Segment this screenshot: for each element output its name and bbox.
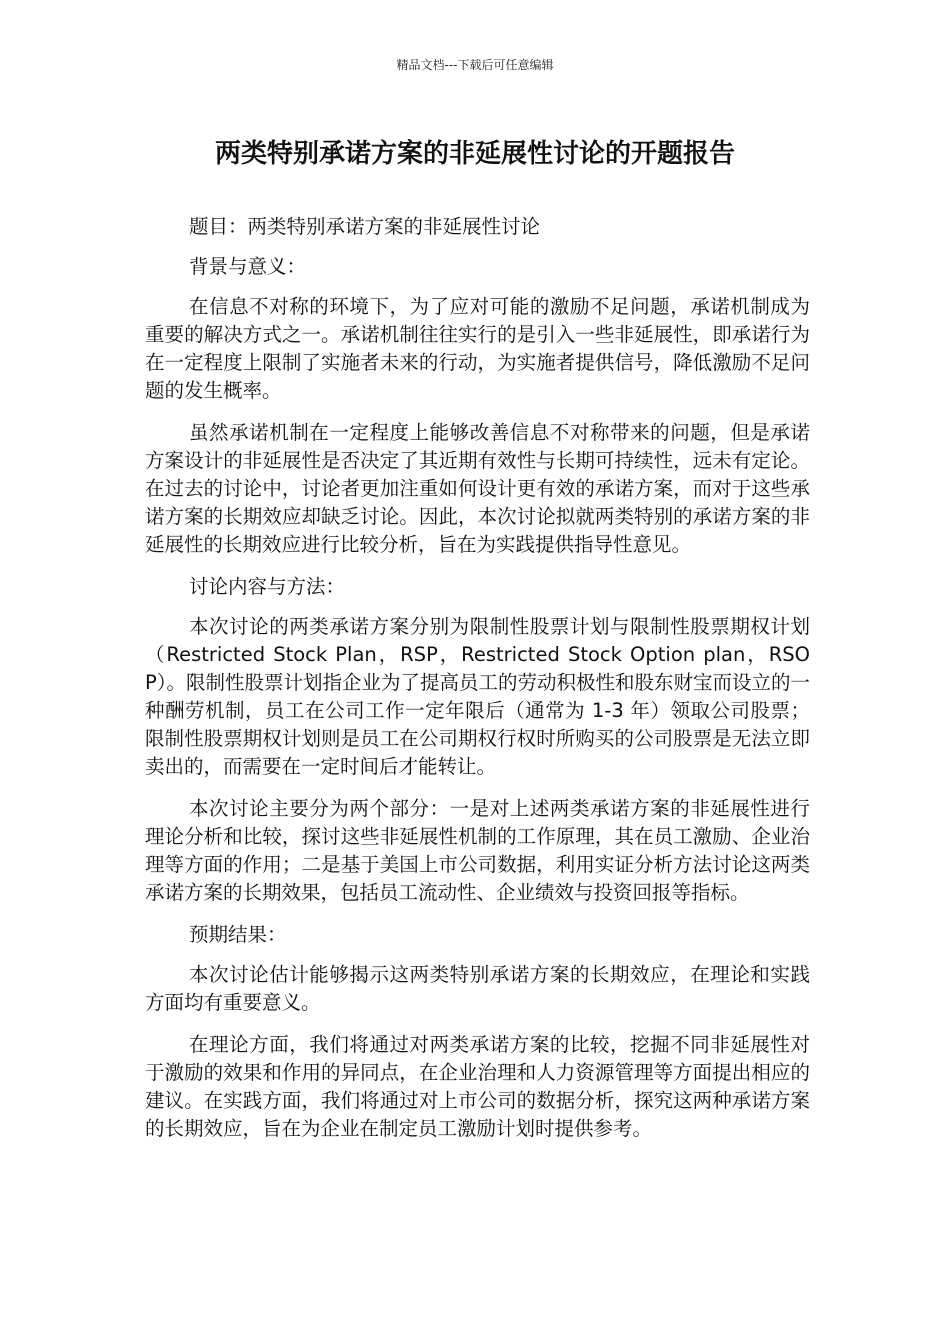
background-paragraph-1: 在信息不对称的环境下，为了应对可能的激励不足问题，承诺机制成为重要的解决方式之一。承诺机制往往实行的是引入一些非延展性，即承诺行为在一定程度上限制了实施者未来的行动，为实施者提供信号，降低激励不足问题的发生概率。 — [145, 295, 810, 402]
section-heading-background: 背景与意义： — [189, 255, 307, 278]
expected-results-paragraph-1: 本次讨论估计能够揭示这两类特别承诺方案的长期效应，在理论和实践方面均有重要意义。 — [145, 963, 810, 1014]
header-note: 精品文档---下载后可任意编辑 — [396, 58, 554, 72]
section-heading-expected-results: 预期结果： — [189, 923, 287, 946]
content-method-paragraph-2: 本次讨论主要分为两个部分：一是对上述两类承诺方案的非延展性进行理论分析和比较，探讨这些非延展性机制的工作原理，其在员工激励、企业治理等方面的作用；二是基于美国上市公司数据，利用实证分析方法讨论这两类承诺方案的长期效果，包括员工流动性、企业绩效与投资回报等指标。 — [145, 797, 810, 904]
background-paragraph-2: 虽然承诺机制在一定程度上能够改善信息不对称带来的问题，但是承诺方案设计的非延展性是否决定了其近期有效性与长期可持续性，远未有定论。在过去的讨论中，讨论者更加注重如何设计更有效的承诺方案，而对于这些承诺方案的长期效应却缺乏讨论。因此，本次讨论拟就两类特别的承诺方案的非延展性的长期效应进行比较分析，旨在为实践提供指导性意见。 — [145, 421, 810, 556]
document-title: 两类特别承诺方案的非延展性讨论的开题报告 — [214, 139, 735, 169]
content-method-paragraph-1: 本次讨论的两类承诺方案分别为限制性股票计划与限制性股票期权计划（Restricted Stock Plan，RSP，Restricted Stock Option plan，RSOP）。限制性股票计划指企业为了提高员工的劳动积极性和股东财宝而设立的一种酬劳机制，员工在公司工作一定年限后（通常为 1-3 年）领取公司股票；限制性股票期权计划则是员工在公司期权行权时所购买的公司股票是无法立即卖出的，而需要在一定时间后才能转让。 — [145, 615, 811, 778]
section-heading-content-method: 讨论内容与方法： — [189, 575, 346, 598]
expected-results-paragraph-2: 在理论方面，我们将通过对两类承诺方案的比较，挖掘不同非延展性对于激励的效果和作用的异同点，在企业治理和人力资源管理等方面提出相应的建议。在实践方面，我们将通过对上市公司的数据分析，探究这两种承诺方案的长期效应，旨在为企业在制定员工激励计划时提供参考。 — [145, 1033, 810, 1140]
topic-line: 题目：两类特别承诺方案的非延展性讨论 — [189, 215, 541, 238]
document-body — [145, 213, 810, 1157]
